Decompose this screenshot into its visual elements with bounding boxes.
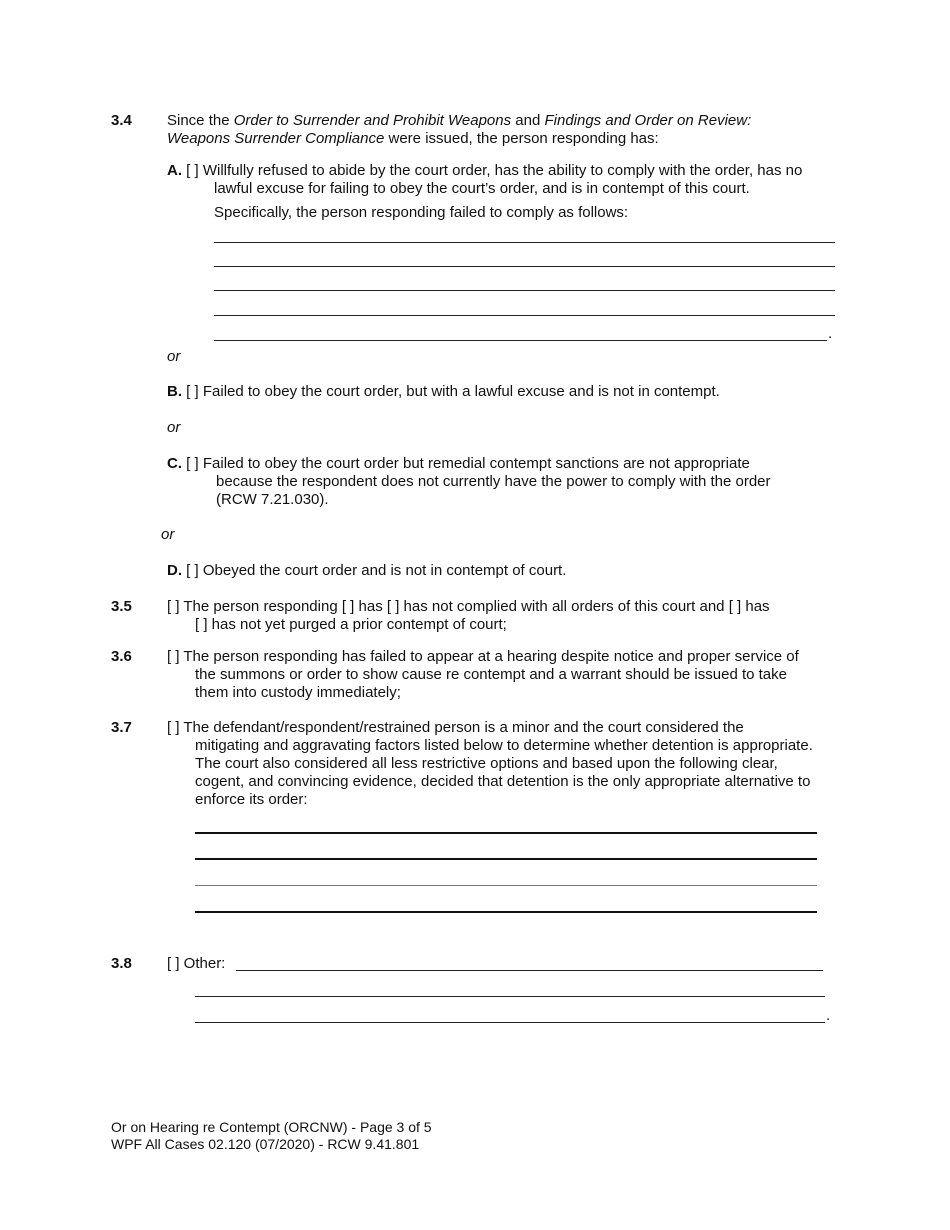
section-3-7-line-4: cogent, and convincing evidence, decided that detention is the only appropriate alternative to <box>195 773 811 790</box>
fill-line[interactable] <box>214 266 835 267</box>
fill-line[interactable] <box>236 970 823 971</box>
section-number-3-5: 3.5 <box>111 598 132 615</box>
or-separator: or <box>167 419 181 436</box>
fill-line[interactable] <box>214 315 835 316</box>
text: were issued, the person responding has: <box>384 130 659 147</box>
order-title-surrender: Order to Surrender and Prohibit Weapons <box>233 112 512 129</box>
option-b-text: Failed to obey the court order, but with a lawful excuse and is not in contempt. <box>202 383 720 400</box>
footer-form-title: Or on Hearing re Contempt (ORCNW) - Page 3 of 5 <box>111 1119 432 1135</box>
or-separator: or <box>167 348 181 365</box>
or-separator: or <box>161 526 175 543</box>
section-3-4-line-2 <box>167 130 659 148</box>
fill-line[interactable] <box>214 290 835 291</box>
option-c-line-1 <box>167 455 750 473</box>
fill-line[interactable] <box>214 340 827 341</box>
option-a-checkbox[interactable]: [ ] <box>186 162 199 179</box>
option-c-text: Failed to obey the court order but remedial contempt sanctions are not appropriate <box>202 455 750 472</box>
line-end-period: . <box>826 1007 831 1024</box>
option-d-text: Obeyed the court order and is not in contempt of court. <box>202 562 567 579</box>
section-3-7-line-2: mitigating and aggravating factors listed below to determine whether detention is appropriate. <box>195 737 813 754</box>
option-d <box>167 562 566 580</box>
section-number-3-8: 3.8 <box>111 955 132 972</box>
option-c-line-3: (RCW 7.21.030). <box>216 491 329 508</box>
fill-line[interactable] <box>195 996 825 997</box>
section-3-7-line-5: enforce its order: <box>195 791 308 808</box>
section-3-8-other-label: [ ] Other: <box>167 955 226 972</box>
fill-line[interactable] <box>195 911 817 913</box>
option-a-specifically: Specifically, the person responding failed to comply as follows: <box>214 204 629 221</box>
option-c-checkbox[interactable]: [ ] <box>186 455 199 472</box>
fill-line[interactable] <box>195 858 817 860</box>
fill-line[interactable] <box>214 242 835 243</box>
option-letter-c: C. <box>167 455 182 472</box>
text: and <box>511 112 545 129</box>
text: Since the <box>167 112 234 129</box>
option-letter-b: B. <box>167 383 182 400</box>
order-title-findings: Findings and Order on Review: <box>544 112 752 129</box>
section-number-3-6: 3.6 <box>111 648 132 665</box>
section-3-5-line-1: [ ] The person responding [ ] has [ ] has not complied with all orders of this court and [ ] has <box>167 598 770 615</box>
section-3-6-line-2: the summons or order to show cause re contempt and a warrant should be issued to take <box>195 666 787 683</box>
section-number-3-7: 3.7 <box>111 719 132 736</box>
option-a-text: Willfully refused to abide by the court order, has the ability to comply with the order, has no <box>202 162 803 179</box>
section-3-4-line-1 <box>167 112 751 130</box>
fill-line[interactable] <box>195 832 817 834</box>
option-d-checkbox[interactable]: [ ] <box>186 562 199 579</box>
option-letter-d: D. <box>167 562 182 579</box>
section-3-7-line-1: [ ] The defendant/respondent/restrained person is a minor and the court considered the <box>167 719 744 736</box>
section-3-5-line-2: [ ] has not yet purged a prior contempt of court; <box>195 616 507 633</box>
order-title-compliance: Weapons Surrender Compliance <box>167 130 385 147</box>
option-c-line-2: because the respondent does not currently have the power to comply with the order <box>216 473 771 490</box>
line-end-period: . <box>828 325 833 342</box>
section-3-6-line-1: [ ] The person responding has failed to appear at a hearing despite notice and proper service of <box>167 648 799 665</box>
option-a-line-1 <box>167 162 802 180</box>
section-number-3-4: 3.4 <box>111 112 132 129</box>
option-b-checkbox[interactable]: [ ] <box>186 383 199 400</box>
footer-form-code: WPF All Cases 02.120 (07/2020) - RCW 9.41.801 <box>111 1136 420 1152</box>
option-b <box>167 383 720 401</box>
option-letter-a: A. <box>167 162 182 179</box>
section-3-7-line-3: The court also considered all less restrictive options and based upon the following clear, <box>195 755 778 772</box>
fill-line[interactable] <box>195 885 817 886</box>
section-3-6-line-3: them into custody immediately; <box>195 684 401 701</box>
option-a-line-2: lawful excuse for failing to obey the court’s order, and is in contempt of this court. <box>214 180 750 197</box>
fill-line[interactable] <box>195 1022 825 1023</box>
